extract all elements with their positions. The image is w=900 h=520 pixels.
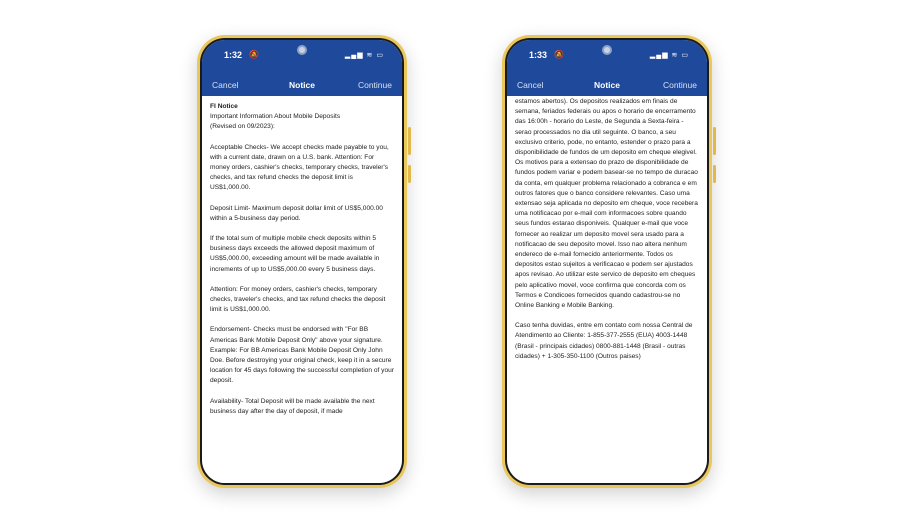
- status-bar: [202, 50, 402, 64]
- phone-right: [502, 35, 712, 488]
- power-button: [408, 165, 411, 183]
- notice-paragraph: Acceptable Checks- We accept checks made payable to you, with a current date, drawn on a U.S. bank. Attention: For money orders, cashier's checks, temporary checks, traveler's checks, and tax refund checks the deposit limit is US$1,000.00.: [210, 143, 389, 192]
- app-header: [507, 40, 707, 96]
- notice-paragraph: estamos abertos). Os depositos realizados em finais de semana, feriados federais ou apos o horario de encerramento das 16:00h - horario do Leste, de Segunda a Sexta-feira - serao processados no dia util seguinte. O banco, a seu exclusivo criterio, pode, no entanto, estender o prazo para a disponibilidade de fundos de um deposito em cheque elegivel. Os motivos para a extensao do prazo de disponibilidade de fundos podem variar e podem basear-se no tempo de duracao da conta, em qualquer problema relacionado a cobranca e em outros fatores que o banco considere relevantes. Caso uma extensao seja aplicada no deposito em cheque, voce recebera uma notificacao por e-mail com informacoes sobre quando seus fundos estarao disponiveis. Qualquer e-mail que voce fornecer ao realizar um deposito movel sera usado para a notificacao de seu deposito movel. Isso nao altera nenhum endereco de e-mail fornecido anteriormente. Todos os depositos estao sujeitos a verificacao e podem ser ajustados apos revisao. Ao utilizar este servico de deposito em cheques pelo aplicativo movel, voce confirma que concorda com os Termos e Condicoes fornecidos quando cadastrou-se no Online Banking e Mobile Banking.: [515, 98, 698, 310]
- bell-off-icon: 🔕: [249, 50, 259, 59]
- phone-left: [197, 35, 407, 488]
- scroll-fade: [202, 475, 402, 483]
- power-button: [713, 165, 716, 183]
- app-header: [202, 40, 402, 96]
- phone-screen: [507, 40, 707, 483]
- scroll-fade: [507, 475, 707, 483]
- nav-bar: [202, 80, 402, 94]
- status-time: 1:33: [529, 50, 548, 60]
- notice-paragraph: Deposit Limit- Maximum deposit dollar limit of US$5,000.00 within a 5-business day period.: [210, 204, 383, 222]
- notice-paragraph: Endorsement- Checks must be endorsed with "For BB Americas Bank Mobile Deposit Only" above your signature. Example: For BB Americas Bank Mobile Deposit Only John Doe. Before destroying your original check, keep it in a secure location for 45 days following the successful completion of your deposit.: [210, 326, 394, 385]
- status-indicators-icon: ▂▄▆ ≋ ▭: [344, 52, 384, 59]
- bell-off-icon: 🔕: [554, 50, 564, 59]
- notice-paragraph: If the total sum of multiple mobile check deposits within 5 business days exceeds the allowed deposit maximum of US$5,000.00, exceeding amount will be made available in increments of up to US$5,000.00 every 5 business days.: [210, 235, 380, 273]
- status-bar: [507, 50, 707, 64]
- phone-bezel: [505, 38, 709, 485]
- status-indicators-icon: ▂▄▆ ≋ ▭: [649, 52, 689, 59]
- phone-bezel: [200, 38, 404, 485]
- notice-content[interactable]: [202, 96, 402, 483]
- volume-button: [408, 127, 411, 155]
- notice-paragraph: Attention: For money orders, cashier's checks, temporary checks, traveler's checks, and tax refund checks the deposit limit is US$1,000.00.: [210, 285, 386, 314]
- notice-paragraph: Caso tenha duvidas, entre em contato com nossa Central de Atendimento ao Cliente: 1-855-377-2555 (EUA) 4003-1448 (Brasil - principais cidades) 0800-881-1448 (Brasil - outras cidades) + 1-305-350-1100 (Outros paises): [515, 322, 693, 360]
- status-time: 1:32: [224, 50, 243, 60]
- cancel-button[interactable]: Cancel: [212, 80, 239, 90]
- volume-button: [713, 127, 716, 155]
- notice-content[interactable]: [507, 96, 707, 483]
- notice-heading: FI Notice: [210, 103, 238, 110]
- continue-button[interactable]: Continue: [662, 80, 697, 90]
- phone-screen: [202, 40, 402, 483]
- page-title: Notice: [289, 80, 315, 90]
- nav-bar: [507, 80, 707, 94]
- continue-button[interactable]: Continue: [357, 80, 392, 90]
- cancel-button[interactable]: Cancel: [517, 80, 544, 90]
- page-title: Notice: [594, 80, 620, 90]
- notice-paragraph: Availability- Total Deposit will be made available the next business day after the day of deposit, if made: [210, 397, 375, 415]
- notice-paragraph: Important Information About Mobile Deposits (Revised on 09/2023):: [210, 113, 341, 131]
